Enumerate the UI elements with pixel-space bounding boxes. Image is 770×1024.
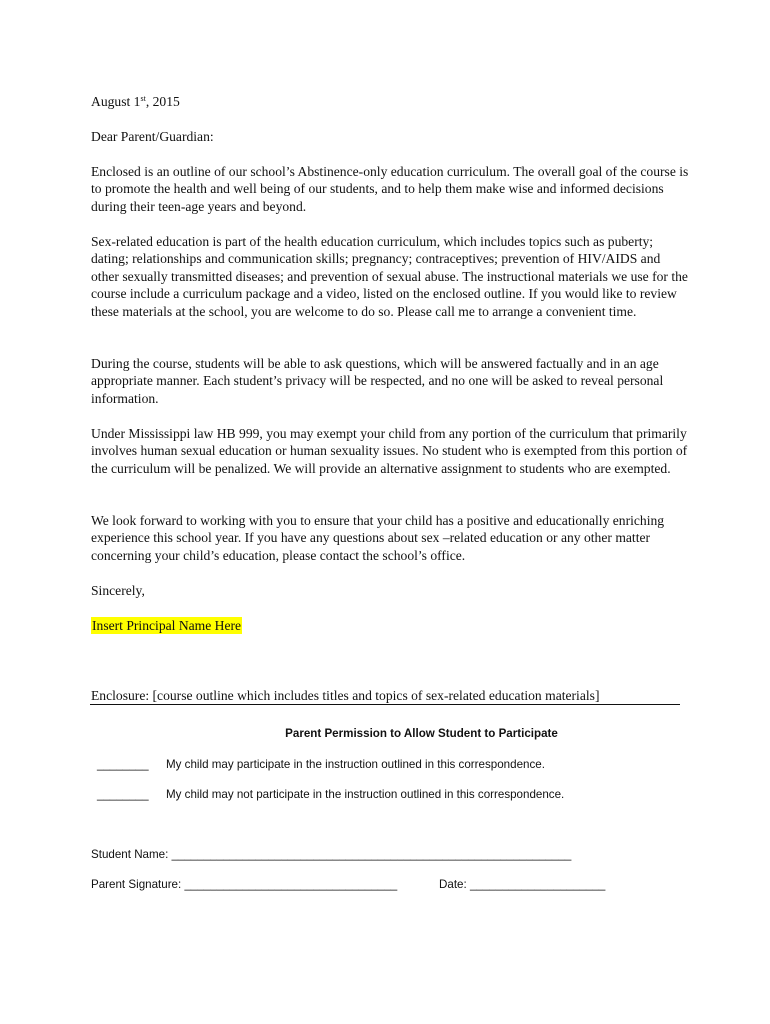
paragraph-intro: Enclosed is an outline of our school’s Abstinence-only education curriculum. The overall goal of the course is to promote the health and well being of our students, and to help them make wise and informed decisions during their teen-age years and beyond.: [91, 164, 689, 214]
paragraph-questions: During the course, students will be able to ask questions, which will be answered factually and in an age appropriate manner. Each student’s privacy will be respected, and no one will be asked to reveal personal information.: [91, 356, 664, 406]
date-year: , 2015: [145, 94, 180, 109]
enclosure-note: Enclosure: [course outline which includes titles and topics of sex-related education materials]: [91, 688, 600, 703]
student-name-line[interactable]: ______________________________________________________________: [171, 848, 572, 861]
signature-date-field: [439, 877, 605, 892]
signature-date-line[interactable]: _____________________: [469, 878, 606, 891]
enclosure-underline: [90, 704, 680, 705]
student-name-label: Student Name:: [91, 848, 169, 861]
paragraph-exemption: Under Mississippi law HB 999, you may exempt your child from any portion of the curriculum that primarily involves human sexual education or human sexuality issues. No student who is exempted from this portion of the curriculum will be penalized. We will provide an alternative assignment to students who are exempted.: [91, 426, 688, 476]
principal-name-placeholder: Insert Principal Name Here: [92, 618, 242, 633]
parent-signature-line[interactable]: _________________________________: [184, 878, 398, 891]
permission-title: Parent Permission to Allow Student to Participate: [285, 727, 558, 740]
paragraph-contact: We look forward to working with you to ensure that your child has a positive and educationally enriching experience this school year. If you have any questions about sex –related education or any other matter concerning your child’s education, please contact the school’s office.: [91, 513, 665, 563]
permission-yes-blank[interactable]: ________: [97, 758, 149, 771]
permission-yes-text: My child may participate in the instruction outlined in this correspondence.: [166, 758, 545, 771]
greeting: Dear Parent/Guardian:: [91, 129, 214, 144]
date-day: August 1: [91, 94, 141, 109]
parent-signature-label: Parent Signature:: [91, 878, 182, 891]
permission-no-blank[interactable]: ________: [97, 788, 149, 801]
paragraph-curriculum: Sex-related education is part of the health education curriculum, which includes topics such as puberty; dating; relationships and communication skills; pregnancy; contraceptives; prevention of HIV/AIDS and other sexually transmitted diseases; and prevention of sexual abuse. The instructional materials we use for the course include a curriculum package and a video, listed on the enclosed outline. If you would like to review these materials at the school, you are welcome to do so. Please call me to arrange a convenient time.: [91, 234, 688, 319]
signature-date-label: Date:: [439, 878, 467, 891]
parent-signature-field: [91, 877, 397, 892]
closing: Sincerely,: [91, 583, 145, 598]
permission-no-text: My child may not participate in the instruction outlined in this correspondence.: [166, 788, 565, 801]
letter-date: [91, 93, 180, 110]
date-ordinal-suffix: st: [140, 94, 146, 103]
student-name-field: [91, 847, 571, 862]
